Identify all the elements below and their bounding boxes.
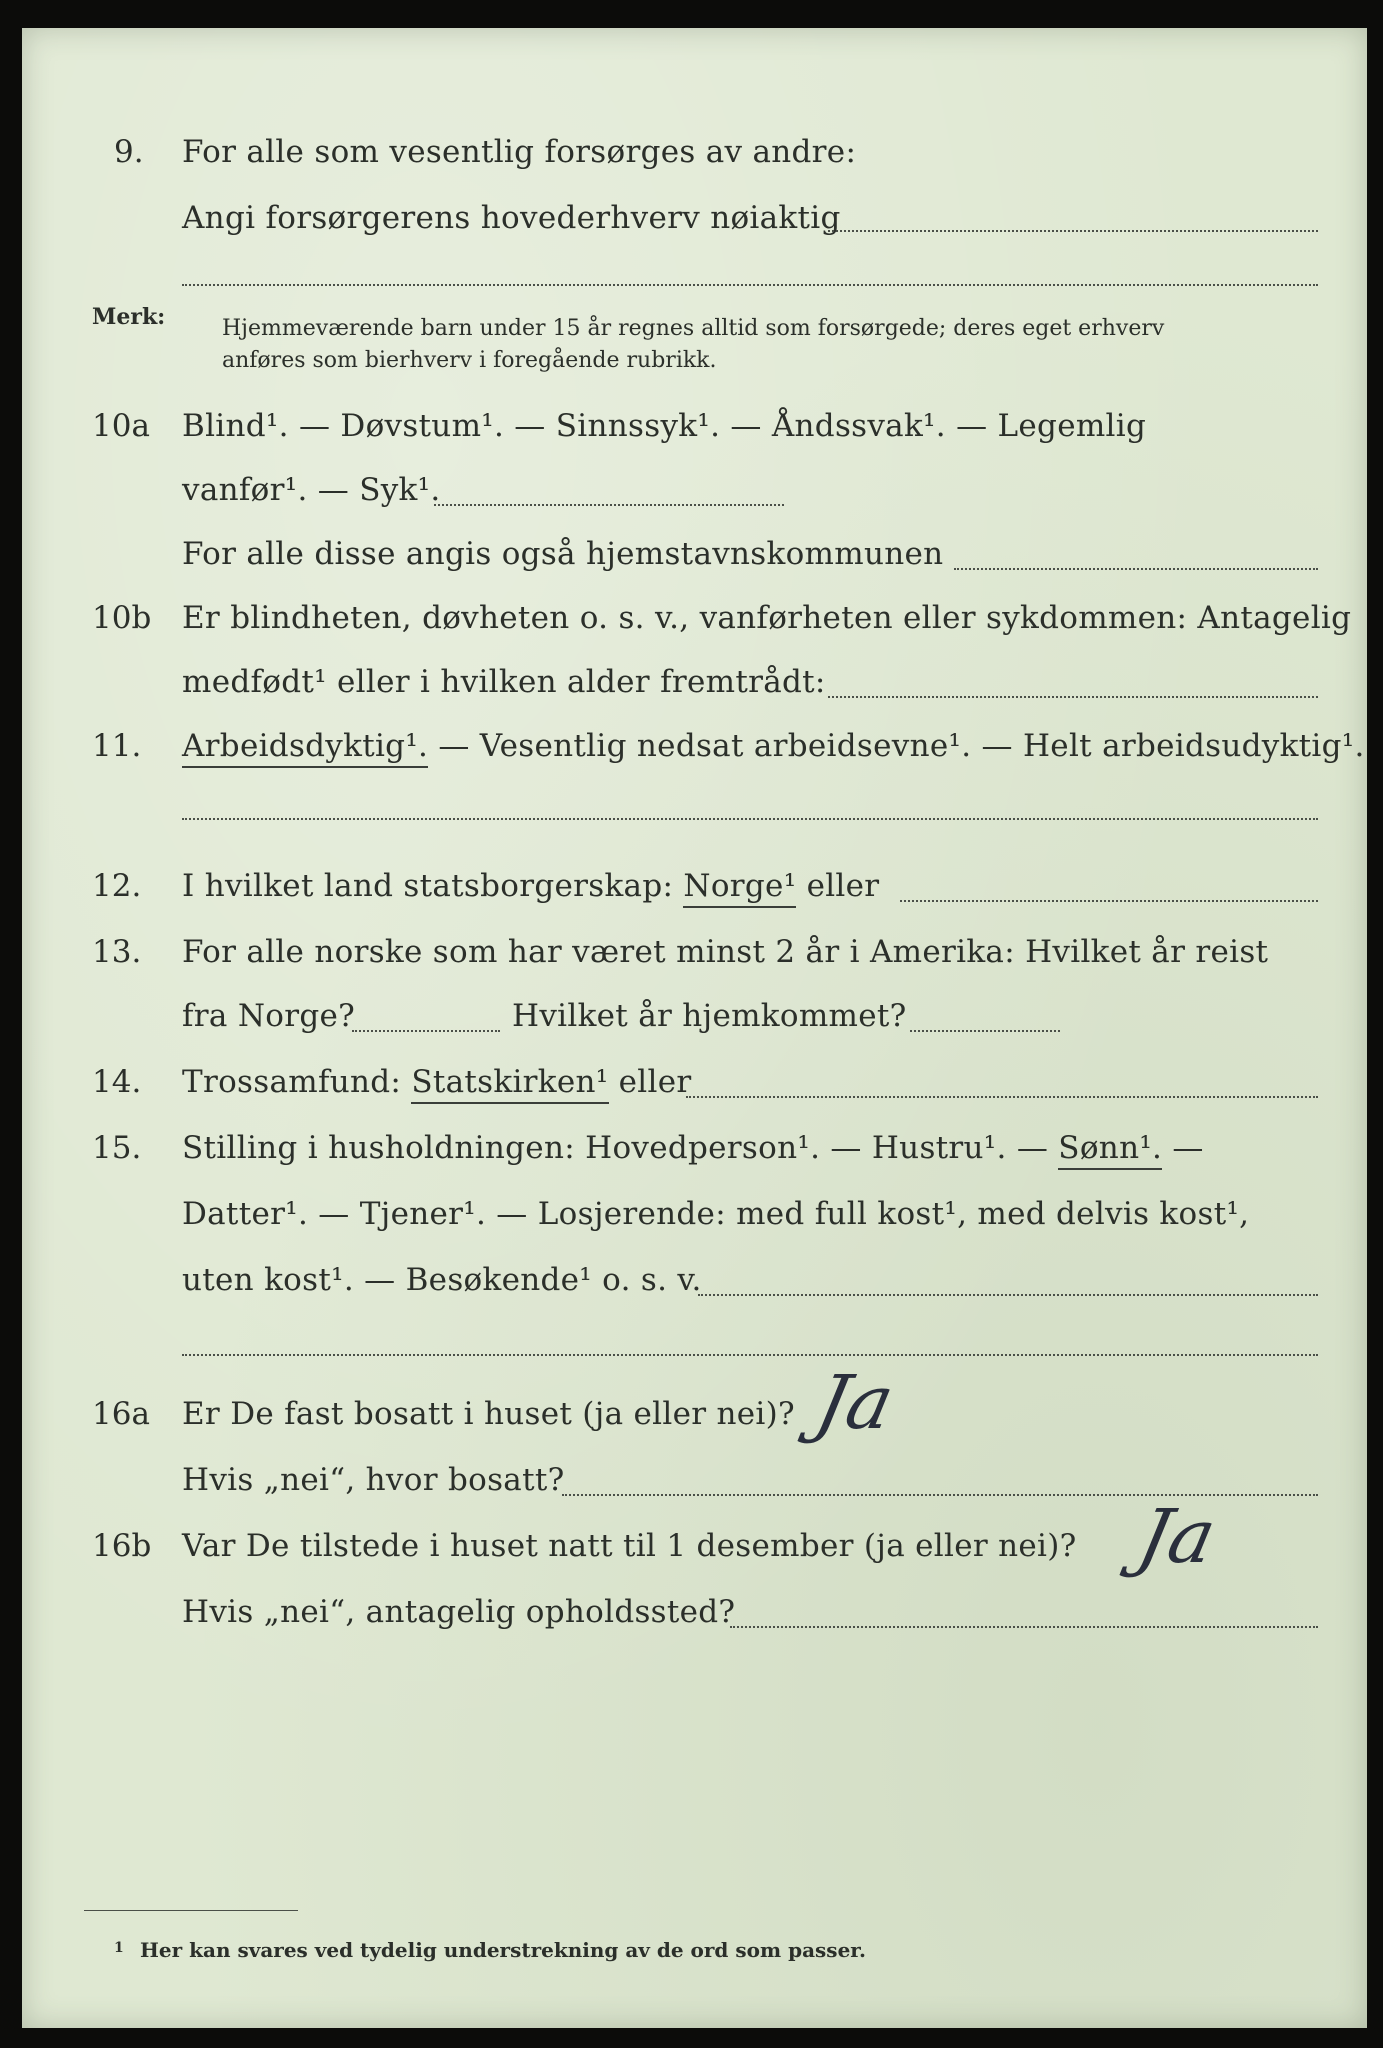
merk-line1: Hjemmeværende barn under 15 år regnes alltid som forsørgede; deres eget erhverv: [222, 316, 1165, 341]
footnote-rule: [84, 1910, 298, 1911]
q9-answer-line-2: [182, 284, 1318, 286]
q16a-handwritten-answer: Ja: [808, 1360, 901, 1446]
q10a-answer-line: [434, 504, 784, 506]
q10b-answer-line: [828, 696, 1318, 698]
q14-answer-line: [686, 1096, 1318, 1098]
q11-rest: — Vesentlig nedsat arbeidsevne¹. — Helt arbeidsudyktig¹.: [428, 728, 1365, 764]
q13-line2b: Hvilket år hjemkommet?: [512, 998, 907, 1034]
q10a-number: 10a: [92, 408, 150, 444]
q16b-line1: Var De tilstede i huset natt til 1 desember (ja eller nei)?: [182, 1528, 1077, 1564]
q15-answer-line-2: [182, 1354, 1318, 1356]
q14-underlined-answer: Statskirken¹: [411, 1064, 608, 1104]
q15-answer-line: [698, 1294, 1318, 1296]
q13-number: 13.: [92, 934, 142, 970]
q11-line: [182, 728, 1365, 764]
q16a-line1: Er De fast bosatt i huset (ja eller nei)?: [182, 1396, 795, 1432]
q10a-line2: vanfør¹. — Syk¹.: [182, 472, 441, 508]
q12-pre: I hvilket land statsborgerskap:: [182, 868, 684, 904]
q9-number: 9.: [114, 134, 144, 170]
q10b-line1: Er blindheten, døvheten o. s. v., vanførheten eller sykdommen: Antagelig: [182, 600, 1352, 636]
footnote-mark: 1: [114, 1940, 124, 1956]
q16a-number: 16a: [92, 1396, 150, 1432]
q10a-line3: For alle disse angis også hjemstavnskommunen: [182, 536, 944, 572]
q16a-line2: Hvis „nei“, hvor bosatt?: [182, 1462, 565, 1498]
q14-post: eller: [608, 1064, 692, 1100]
q10b-number: 10b: [92, 600, 152, 636]
q10a-hometown-line: [954, 568, 1318, 570]
q12-number: 12.: [92, 868, 142, 904]
q15-line2: Datter¹. — Tjener¹. — Losjerende: med full kost¹, med delvis kost¹,: [182, 1196, 1250, 1232]
census-form-page: [22, 28, 1367, 2028]
q13-return-line: [910, 1030, 1060, 1032]
q14-line: [182, 1064, 692, 1100]
footnote-text: Her kan svares ved tydelig understrekning av de ord som passer.: [140, 1938, 866, 1962]
merk-label: Merk:: [92, 304, 166, 330]
q15-number: 15.: [92, 1130, 142, 1166]
q11-number: 11.: [92, 728, 142, 764]
q9-line2: Angi forsørgerens hovederhverv nøiaktig: [182, 200, 841, 236]
q15-line1-post: —: [1162, 1130, 1204, 1166]
q12-line: [182, 868, 879, 904]
q13-left-line: [352, 1030, 500, 1032]
q13-line2a: fra Norge?: [182, 998, 356, 1034]
q12-post: eller: [796, 868, 880, 904]
q16b-answer-line: [730, 1626, 1318, 1628]
q9-line1: For alle som vesentlig forsørges av andre:: [182, 134, 857, 170]
q15-line1-pre: Stilling i husholdningen: Hovedperson¹. — Hustru¹. —: [182, 1130, 1059, 1166]
q15-line3: uten kost¹. — Besøkende¹ o. s. v.: [182, 1262, 702, 1298]
q16b-handwritten-answer: Ja: [1130, 1494, 1223, 1580]
q15-line1: [182, 1130, 1204, 1166]
q12-answer-line: [900, 900, 1318, 902]
merk-line2: anføres som bierhverv i foregående rubrikk.: [222, 348, 717, 373]
q14-number: 14.: [92, 1064, 142, 1100]
q12-underlined-answer: Norge¹: [683, 868, 796, 908]
q10b-line2: medfødt¹ eller i hvilken alder fremtrådt:: [182, 664, 826, 700]
q16b-number: 16b: [92, 1528, 152, 1564]
q13-line1: For alle norske som har været minst 2 år i Amerika: Hvilket år reist: [182, 934, 1269, 970]
q14-pre: Trossamfund:: [182, 1064, 412, 1100]
q11-answer-line: [182, 818, 1318, 820]
q11-underlined-answer: Arbeidsdyktig¹.: [182, 728, 428, 768]
q16b-line2: Hvis „nei“, antagelig opholdssted?: [182, 1594, 736, 1630]
q9-answer-line: [828, 230, 1318, 232]
q10a-line1: Blind¹. — Døvstum¹. — Sinnssyk¹. — Åndssvak¹. — Legemlig: [182, 408, 1147, 444]
q15-underlined-answer: Sønn¹.: [1058, 1130, 1162, 1170]
